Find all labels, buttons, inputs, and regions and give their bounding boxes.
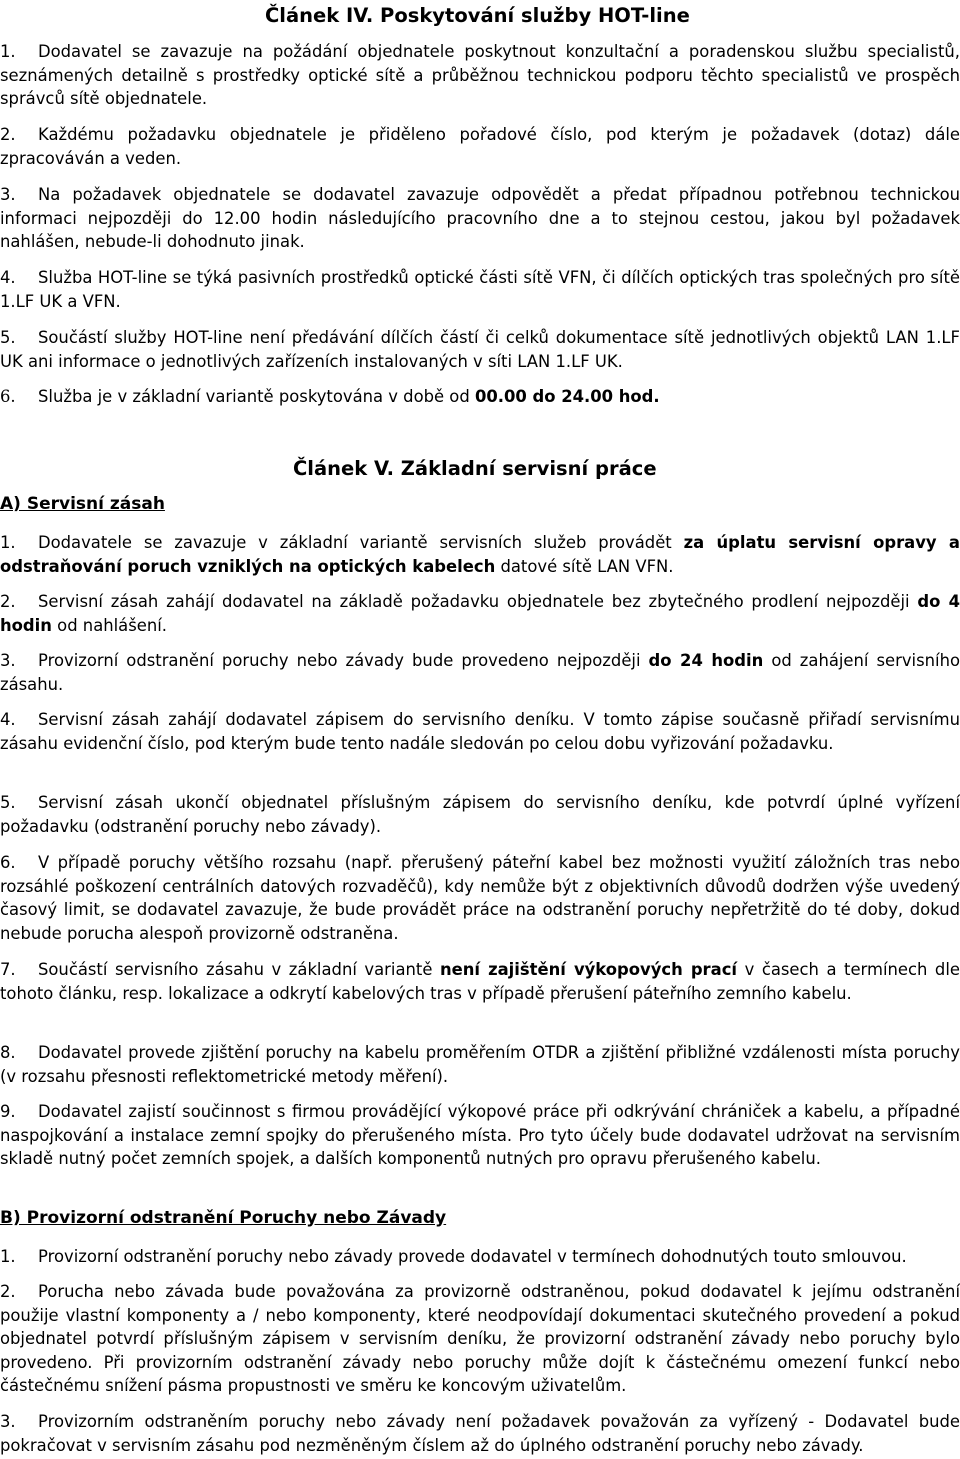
bold-text: do 4 hodin	[0, 592, 960, 635]
item-number: 5.	[0, 793, 16, 812]
item-number: 6.	[0, 387, 16, 406]
list-item	[0, 1041, 960, 1088]
item-number: 4.	[0, 710, 16, 729]
list-item	[0, 183, 960, 254]
list-item	[0, 1100, 960, 1171]
item-text: Na požadavek objednatele se dodavatel zavazuje odpovědět a předat případnou potřebnou technickou informaci nejpozději do 12.00 hodin následujícího pracovního dne a to stejnou cestou, jakou byl požadavek nahlášen, nebude-li dohodnuto jinak.	[0, 185, 960, 252]
list-item	[0, 40, 960, 111]
list-item	[0, 649, 960, 696]
list-item	[0, 531, 960, 578]
section-a-heading: A) Servisní zásah	[0, 494, 165, 514]
item-text: Dodavatel se zavazuje na požádání objednatele poskytnout konzultační a poradenskou službu specialistů, seznámených detailně s prostředky optické sítě a průběžnou technickou podporu těchto specialistů ve prospěch správců sítě objednatele.	[0, 42, 960, 109]
list-item	[0, 590, 960, 637]
list-item	[0, 851, 960, 945]
item-number: 5.	[0, 328, 16, 347]
article-5-title: Článek V. Základní servisní práce	[293, 457, 657, 480]
item-number: 8.	[0, 1043, 16, 1062]
item-number: 3.	[0, 651, 16, 670]
section-b-heading: B) Provizorní odstranění Poruchy nebo Závady	[0, 1208, 447, 1228]
item-text: datové sítě LAN VFN.	[495, 556, 674, 576]
item-text: Každému požadavku objednatele je přiděleno pořadové číslo, pod kterým je požadavek (dotaz) dále zpracováván a veden.	[0, 125, 960, 168]
item-text: Služba je v základní variantě poskytována v době od	[38, 387, 475, 406]
item-text: Servisní zásah zahájí dodavatel na základě požadavku objednatele bez zbytečného prodlení nejpozději	[38, 592, 918, 611]
list-item	[0, 791, 960, 838]
list-item	[0, 958, 960, 1005]
item-text: Dodavatele se zavazuje v základní variantě servisních služeb provádět	[38, 533, 684, 552]
item-text: Součástí servisního zásahu v základní variantě	[38, 960, 440, 979]
list-item	[0, 708, 960, 755]
item-text: Porucha nebo závada bude považována za provizorně odstraněnou, pokud dodavatel k jejímu odstranění použije vlastní komponenty a / nebo komponenty, které neodpovídají dokumentaci skutečného provedení a pokud objednatel potvrdí příslušným zápisem v servisním deníku, že provizorní odstranění závady nebo poruchy bylo provedeno. Při provizorním odstranění závady nebo poruchy může dojít k částečnému omezení funkcí nebo částečnému snížení pásma propustnosti ve směru ke koncovým uživatelům.	[0, 1282, 960, 1396]
item-text: od nahlášení.	[51, 615, 167, 635]
item-text: V případě poruchy většího rozsahu (např. přerušený páteřní kabel bez možnosti využití záložních tras nebo rozsáhlé poškození centrálních datových rozvaděčů), kdy nemůže být z objektivních důvodů dodržen výše uvedený časový limit, se dodavatel zavazuje, že bude provádět práce na odstranění poruchy nepřetržitě do té doby, dokud nebude porucha alespoň provizorně odstraněna.	[0, 853, 960, 943]
list-item	[0, 1280, 960, 1398]
item-text: od zahájení servisního zásahu.	[0, 651, 960, 694]
item-text: Provizorním odstraněním poruchy nebo závady není požadavek považován za vyřízený - Dodavatel bude pokračovat v servisním zásahu pod nezměněným číslem až do úplného odstranění poruchy nebo závady.	[0, 1412, 960, 1455]
item-text: Provizorní odstranění poruchy nebo závady bude provedeno nejpozději	[38, 651, 649, 670]
item-number: 1.	[0, 42, 16, 61]
list-item	[0, 1410, 960, 1457]
list-item	[0, 123, 960, 170]
item-text: Dodavatel zajistí součinnost s firmou provádějící výkopové práce při odkrývání chrániček a kabelu, a případné naspojkování a instalace zemní spojky do přerušeného místa. Pro tyto účely bude dodavatel udržovat na servisním skladě nutný počet zemních spojek, a dalších komponentů nutných pro opravu přerušeného kabelu.	[0, 1102, 960, 1169]
item-text: Provizorní odstranění poruchy nebo závady provede dodavatel v termínech dohodnutých touto smlouvou.	[38, 1247, 907, 1266]
item-text: Dodavatel provede zjištění poruchy na kabelu proměřením OTDR a zjištění přibližné vzdálenosti místa poruchy (v rozsahu přesnosti reflektometrické metody měření).	[0, 1043, 960, 1086]
list-item	[0, 266, 960, 313]
article-4-title: Článek IV. Poskytování služby HOT-line	[265, 4, 690, 27]
item-number: 3.	[0, 1412, 16, 1431]
item-number: 1.	[0, 1247, 16, 1266]
list-item	[0, 385, 960, 409]
item-text: Servisní zásah zahájí dodavatel zápisem do servisního deníku. V tomto zápise současně přiřadí servisnímu zásahu evidenční číslo, pod kterým bude tento nadále sledován po celou dobu vyřizování požadavku.	[0, 710, 960, 753]
item-number: 4.	[0, 268, 16, 287]
list-item	[0, 326, 960, 373]
item-number: 2.	[0, 1282, 16, 1301]
item-text: v časech a termínech dle tohoto článku, resp. lokalizace a odkrytí kabelových tras v případě přerušení páteřního zemního kabelu.	[0, 960, 960, 1003]
bold-text: do 24 hodin	[648, 651, 764, 670]
item-number: 1.	[0, 533, 16, 552]
item-number: 9.	[0, 1102, 16, 1121]
item-number: 7.	[0, 960, 16, 979]
bold-text: není zajištění výkopových prací	[439, 960, 738, 979]
service-hours: 00.00 do 24.00 hod.	[474, 387, 660, 406]
item-number: 2.	[0, 592, 16, 611]
list-item	[0, 1245, 960, 1269]
item-number: 2.	[0, 125, 16, 144]
bold-text: za úplatu servisní opravy a odstraňování poruch vzniklých na optických kabelech	[0, 533, 960, 576]
item-number: 6.	[0, 853, 16, 872]
item-text: Servisní zásah ukončí objednatel příslušným zápisem do servisního deníku, kde potvrdí úplné vyřízení požadavku (odstranění poruchy nebo závady).	[0, 793, 960, 836]
item-text: Součástí služby HOT-line není předávání dílčích částí či celků dokumentace sítě jednotlivých objektů LAN 1.LF UK ani informace o jednotlivých zařízeních instalovaných v síti LAN 1.LF UK.	[0, 328, 960, 371]
item-text: Služba HOT-line se týká pasivních prostředků optické části sítě VFN, či dílčích optických tras společných pro sítě 1.LF UK a VFN.	[0, 268, 960, 311]
item-number: 3.	[0, 185, 16, 204]
